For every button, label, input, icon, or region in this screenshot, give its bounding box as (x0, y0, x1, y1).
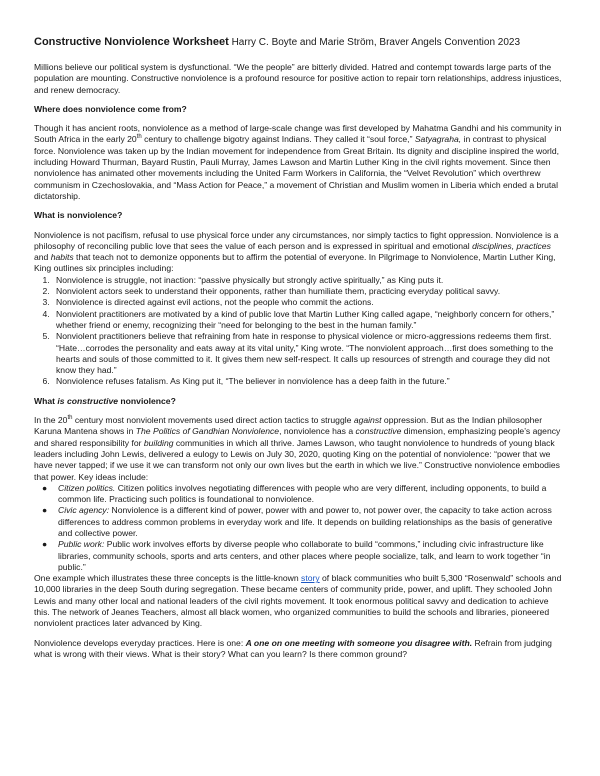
constructive-text-d: , nonviolence has a (279, 426, 356, 437)
closing-emphasis: A one on one meeting with someone you disagree with. (245, 637, 473, 648)
what-is-text-b: and (34, 252, 51, 263)
what-is-paragraph (34, 230, 566, 275)
key-idea-term: Civic agency: (58, 505, 110, 516)
example-text-a: One example which illustrates these three concepts is the little-known (34, 573, 302, 584)
constructive-paragraph (34, 415, 566, 483)
document-authors: Harry C. Boyte and Marie Ström, Braver Angels Convention 2023 (231, 37, 521, 48)
constructive-text-f: communities in which all thrive. James Lawson, who taught nonviolence to hundreds of young black leaders including John Lewis, delivered a eulogy to Lewis on July 30, 2020, quoting King on the potential of nonviolence: “power that we have never tapped; if we use it we can transform not only our own lives but the earth in which we live.” Constructive nonviolence embodies that power. Key ideas include: (34, 437, 560, 482)
closing-text-b: Refrain from judging what is wrong with their views. What is their story? What can you learn? Is there common ground? (34, 637, 552, 659)
origins-text-c: in contrast to physical force. Nonviolence was taken up by the Indian movement for independence from Great Britain. Its dignity and discipline inspired the world, including Howard Thurman, Bayard Rustin, Pauli Murray, James Lawson and Martin Luther King in the civil rights movement. Since then nonviolence has animated other movements including the United Farm Workers in California, the “Velvet Revolution” which overthrew communism in Czechoslovakia, and “Mass Action for Peace,” a movement of Christian and Muslim women in Liberia which ended a brutal dictatorship. (34, 134, 559, 201)
bullet-icon: ● (42, 482, 48, 493)
key-idea-item (42, 505, 566, 539)
key-idea-text: Public work involves efforts by diverse people who collaborate to build “commons,” including civic infrastructure like libraries, community schools, sports and arts centers, and other places where people socialize, talk, and learn to work together “in public.” (58, 539, 551, 572)
bullet-icon: ● (42, 505, 48, 516)
constructive-text-c: oppression. But as the Indian philosopher Karuna Mantena shows in (34, 415, 543, 437)
principle-item: 5. Nonviolent practitioners believe that refraining from hate in response to physical violence or micro-aggressions redeems them first. “Hate…corrodes the personality and eats away at its vital unity,” King wrote. “The nonviolent approach…first does something to the hearts and souls of those committed to it. It gives them new self-respect. It calls up resources of strength and courage they did not know they had.” (52, 331, 566, 376)
origins-text-b: century to challenge bigotry against Indians. They called it “soul force,” (141, 134, 415, 145)
key-idea-text: Citizen politics involves negotiating differences with people who are very different, including opponents, to build a common life. Practicing such politics is foundational to nonviolence. (58, 482, 547, 505)
principle-item: 3. Nonviolence is directed against evil actions, not the people who commit the actions. (52, 297, 566, 308)
constructive-heading-a: What (34, 395, 58, 406)
section-heading-constructive (34, 396, 566, 407)
principle-item: 2. Nonviolent actors seek to understand their opponents, rather than humiliate them, practicing everyday political savvy. (52, 286, 566, 297)
constructive-text-e: dimension, emphasizing people’s agency and shared responsibility for (34, 426, 561, 448)
intro-paragraph: Millions believe our political system is dysfunctional. “We the people” are bitterly divided. Hatred and contempt towards large parts of the population are mounting. Constructive nonviolence is a profound resource for positive action to repair torn relationships, address injustices, and renew democracy. (34, 62, 562, 95)
constructive-book-title: The Politics of Gandhian Nonviolence (135, 426, 280, 437)
what-is-text-a: Nonviolence is not pacifism, refusal to use physical force under any circumstances, nor simply tactics to fight oppression. Nonviolence is a philosophy of reconciling public love that sees the value of each person and is expressed in spiritual and emotional (34, 229, 559, 251)
closing-paragraph (34, 638, 566, 661)
principle-item: 1. Nonviolence is struggle, not inaction: “passive physically but strongly active spiritually,” as King puts it. (52, 275, 566, 286)
constructive-constructive: constructive (355, 426, 402, 437)
example-paragraph (34, 573, 566, 629)
key-ideas-list (34, 483, 566, 573)
constructive-heading-b: nonviolence? (118, 395, 176, 406)
story-link[interactable]: story (301, 573, 320, 584)
constructive-against: against (353, 415, 382, 426)
constructive-heading-em: is constructive (57, 395, 119, 406)
key-idea-item (42, 482, 566, 506)
key-idea-term: Public work: (58, 539, 105, 550)
constructive-text-a: In the 20 (34, 415, 68, 426)
section-heading-origins: Where does nonviolence come from? (34, 103, 187, 114)
principle-item: 6. Nonviolence refuses fatalism. As King put it, “The believer in nonviolence has a deep faith in the future.” (52, 376, 566, 387)
document-title: Constructive Nonviolence Worksheet (34, 36, 229, 48)
key-idea-text: Nonviolence is a different kind of power, power with and power to, not power over, the capacity to take action across differences to address common problems in everyday work and life. It depends on building relationships as the basis of generative and collective power. (58, 505, 553, 538)
key-idea-item (42, 539, 566, 573)
origins-text-a: Though it has ancient roots, nonviolence as a method of large-scale change was first developed by Mahatma Gandhi and his community in South Africa in the early 20 (34, 123, 562, 145)
closing-text-a: Nonviolence develops everyday practices. Here is one: (34, 637, 246, 648)
principles-list (34, 275, 566, 388)
principle-item: 4. Nonviolent practitioners are motivated by a kind of public love that Martin Luther King called agape, “neighborly concern for others,” whether friend or enemy, recognizing their “need for belonging to the best in the human family.” (52, 309, 566, 332)
what-is-disciplines: disciplines, practices (472, 240, 551, 251)
bullet-icon: ● (42, 539, 48, 550)
document-header (34, 36, 566, 49)
origins-paragraph (34, 123, 566, 202)
constructive-superscript: th (67, 415, 73, 422)
origins-superscript: th (136, 134, 142, 141)
what-is-text-c: that teach not to demonize opponents but to affirm the potential of everyone. In Pilgrimage to Nonviolence, Martin Luther King, King outlines six principles including: (34, 252, 556, 274)
what-is-habits: habits (50, 252, 74, 263)
origins-satyagraha: Satyagraha, (414, 134, 462, 145)
section-heading-what-is: What is nonviolence? (34, 210, 123, 221)
constructive-building: building (143, 437, 174, 448)
example-text-b: of black communities who built 5,300 “Rosenwald” schools and 10,000 libraries in the deep South during segregation. These became centers of community pride, power, and uplift. They schooled John Lewis and many other local and national leaders of the civil rights movement. It took enormous political savvy and dedication to achieve this. The network of Jeanes Teachers, almost all black women, who organized communities to build the schools and libraries, pioneered nonviolent practices later advanced by King. (34, 573, 562, 629)
key-idea-term: Citizen politics. (58, 482, 116, 493)
constructive-text-b: century most nonviolent movements used direct action tactics to struggle (72, 415, 354, 426)
